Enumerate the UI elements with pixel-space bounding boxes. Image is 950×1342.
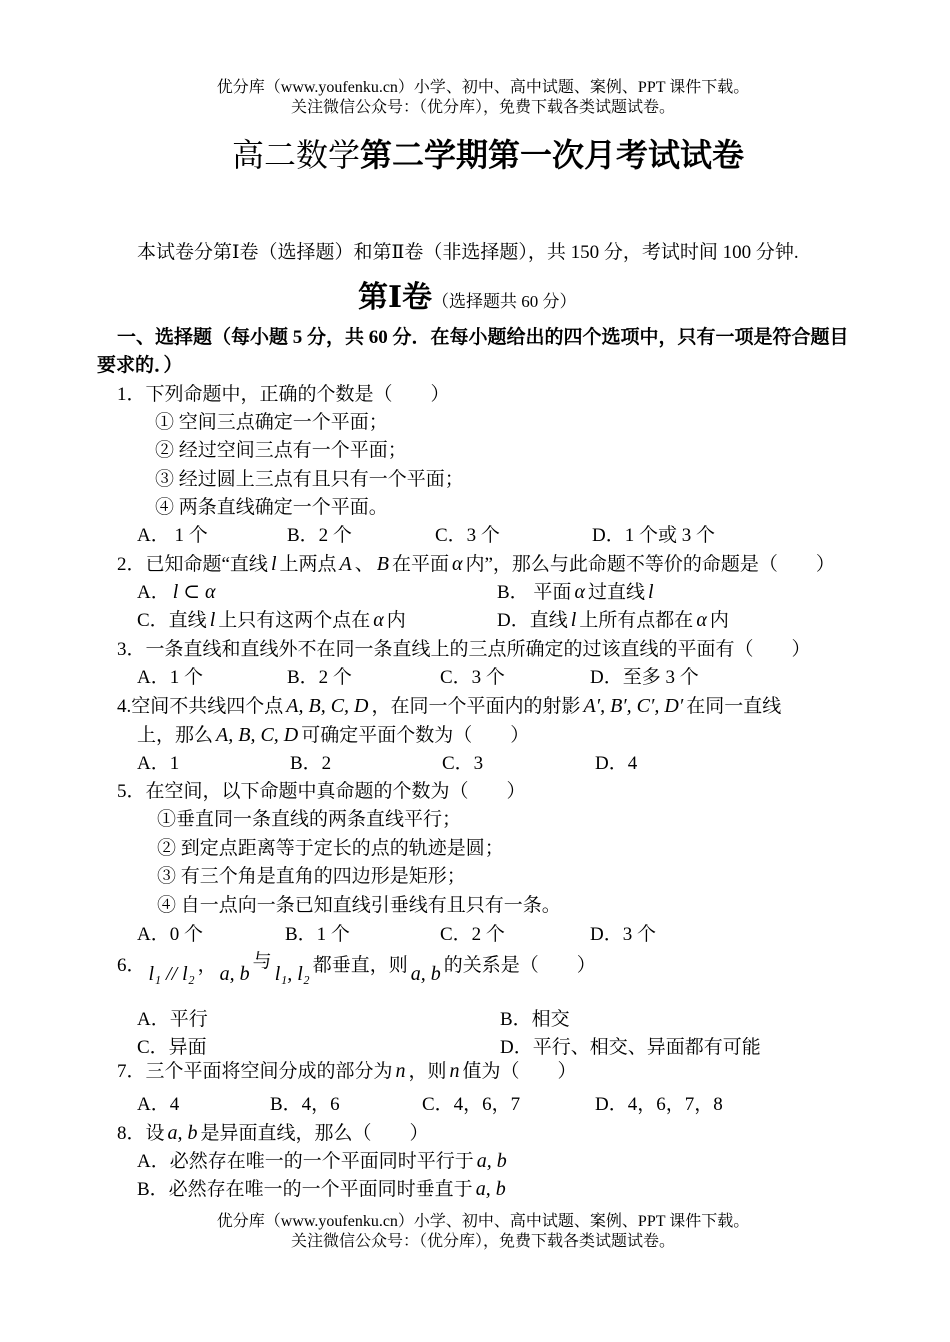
option-text: D．直线 <box>497 610 568 631</box>
stem-text: 6． <box>117 955 146 976</box>
question-6-option-d: D．平行、相交、异面都有可能 <box>500 1037 761 1058</box>
math-a-b: a, b <box>167 1122 198 1144</box>
question-4-options <box>0 750 950 778</box>
question-3-option-c: C．3 个 <box>440 667 505 688</box>
question-7-option-b: B．4，6 <box>270 1094 340 1115</box>
question-1-options <box>0 522 950 550</box>
math-alpha: α <box>451 553 463 575</box>
math-alpha: α <box>696 609 707 631</box>
question-7-option-a: A．4 <box>137 1094 180 1115</box>
option-text: B．必然存在唯一的一个平面同时垂直于 <box>137 1179 473 1200</box>
question-4-option-c: C．3 <box>442 753 484 774</box>
math-B: B <box>376 553 389 575</box>
stem-text: 4.空间不共线四个点 <box>117 696 284 717</box>
math-l1-parallel-l2: l₁ // l₂ <box>148 963 195 985</box>
stem-text: 、 <box>354 554 374 575</box>
option-text: 内 <box>709 610 729 631</box>
question-5-option-d: D．3 个 <box>590 924 656 945</box>
math-a-b: a, b <box>476 1150 507 1172</box>
question-7-options <box>0 1091 950 1119</box>
option-text: 内 <box>386 610 406 631</box>
stem-text: 的关系是（ ） <box>443 955 596 976</box>
page-title <box>0 135 950 175</box>
question-1-statement-4: ④ 两条直线确定一个平面。 <box>155 497 388 518</box>
question-3-option-a: A．1 个 <box>137 667 203 688</box>
question-1-option-d: D．1 个或 3 个 <box>592 525 715 546</box>
question-1-statement-1: ① 空间三点确定一个平面； <box>155 412 388 433</box>
question-5-option-b: B．1 个 <box>285 924 350 945</box>
math-projected-points: A′, B′, C′, D′ <box>583 695 684 717</box>
question-6-option-b: B．相交 <box>500 1009 570 1030</box>
question-7-option-d: D．4，6，7，8 <box>595 1094 723 1115</box>
question-2-options-ab <box>0 578 950 606</box>
question-7-option-c: C．4，6，7 <box>422 1094 521 1115</box>
math-l: l <box>270 553 277 575</box>
stem-text: 2．已知命题“直线 <box>117 554 268 575</box>
question-8-stem <box>117 1119 429 1147</box>
exam-intro: 本试卷分第Ⅰ卷（选择题）和第Ⅱ卷（非选择题），共 150 分，考试时间 100 分钟. <box>137 242 799 263</box>
header-line-1: 优分库（www.youfenku.cn）小学、初中、高中试题、案例、PPT 课件下载。 <box>216 79 750 96</box>
math-points-abcd: A, B, C, D <box>216 724 299 746</box>
footer-line-2: 关注微信公众号：（优分库），免费下载各类试题试卷。 <box>290 1233 675 1250</box>
question-1-option-c: C．3 个 <box>435 525 500 546</box>
option-text: C．直线 <box>137 610 207 631</box>
option-text: 上所有点都在 <box>579 610 694 631</box>
question-5-options <box>0 921 950 949</box>
math-l: l <box>570 609 577 631</box>
option-text: 过直线 <box>587 582 645 603</box>
question-6-option-c: C．异面 <box>137 1037 207 1058</box>
math-l: l <box>209 609 216 631</box>
question-3-options <box>0 664 950 692</box>
math-points-abcd: A, B, C, D <box>286 695 369 717</box>
stem-text: 可确定平面个数为（ ） <box>301 725 530 746</box>
question-5-stem: 5．在空间，以下命题中真命题的个数为（ ） <box>117 781 526 802</box>
question-1-option-b: B．2 个 <box>287 525 352 546</box>
instructions-line-2: 要求的．） <box>97 355 183 376</box>
stem-text: 是异面直线，那么（ ） <box>200 1123 429 1144</box>
question-4-option-a: A．1 <box>137 753 180 774</box>
math-alpha: α <box>574 581 585 603</box>
option-text: 上只有这两个点在 <box>218 610 371 631</box>
math-l1-l2: l₁, l₂ <box>274 963 310 985</box>
stem-text: ， <box>197 955 217 976</box>
stem-text: 上两点 <box>279 554 337 575</box>
math-a-b: a, b <box>219 963 250 985</box>
question-5-statement-1: ①垂直同一条直线的两条直线平行； <box>157 809 462 830</box>
question-5-statement-3: ③ 有三个角是直角的四边形是矩形； <box>157 866 466 887</box>
question-2-option-c <box>137 606 406 635</box>
question-1-option-a: A． 1 个 <box>137 525 208 546</box>
question-7-stem <box>117 1057 577 1085</box>
question-4-option-b: B．2 <box>290 753 332 774</box>
question-5-option-a: A．0 个 <box>137 924 203 945</box>
question-4-stem-line-1 <box>117 692 781 720</box>
instructions-line-1: 一、选择题（每小题 5 分，共 60 分．在每小题给出的四个选项中，只有一项是符合题目 <box>117 327 849 348</box>
section-name: 第Ⅰ卷 <box>358 281 433 314</box>
math-n: n <box>395 1060 406 1082</box>
stem-text: 8．设 <box>117 1123 165 1144</box>
question-2-option-b <box>497 578 657 607</box>
question-5-option-c: C．2 个 <box>440 924 505 945</box>
stem-text: 在平面 <box>391 554 449 575</box>
question-8-option-b <box>137 1175 509 1203</box>
header-line-2: 关注微信公众号：（优分库），免费下载各类试题试卷。 <box>290 99 675 116</box>
math-a-b: a, b <box>410 963 441 985</box>
math-l: l <box>647 581 654 603</box>
question-8-option-a <box>137 1147 510 1175</box>
question-4-option-d: D．4 <box>595 753 638 774</box>
section-note: （选择题共 60 分） <box>432 292 577 311</box>
question-2-stem <box>117 550 835 578</box>
title-part-1: 高二数学 <box>231 137 360 173</box>
question-3-option-d: D．至多 3 个 <box>590 667 699 688</box>
question-4-stem-line-2 <box>137 721 529 749</box>
math-alpha: α <box>373 609 384 631</box>
question-1-stem: 1．下列命题中，正确的个数是（ ） <box>117 384 450 405</box>
question-2-option-a <box>137 578 219 607</box>
question-6-stem <box>117 951 596 985</box>
stem-text: 在同一直线 <box>686 696 782 717</box>
option-text: B． 平面 <box>497 582 572 603</box>
question-3-option-b: B．2 个 <box>287 667 352 688</box>
math-l-subset-alpha: l ⊂ α <box>172 581 216 603</box>
question-3-stem: 3．一条直线和直线外不在同一条直线上的三点所确定的过该直线的平面有（ ） <box>117 639 811 660</box>
stem-text: 与 <box>252 951 272 972</box>
stem-text: 都垂直，则 <box>312 955 408 976</box>
stem-text: ，则 <box>408 1061 447 1082</box>
question-1-statement-2: ② 经过空间三点有一个平面； <box>155 440 407 461</box>
stem-text: 值为（ ） <box>462 1061 577 1082</box>
question-6-options-ab <box>0 1006 950 1034</box>
math-n: n <box>449 1060 460 1082</box>
option-label: A． <box>137 582 170 603</box>
stem-text: 7．三个平面将空间分成的部分为 <box>117 1061 393 1082</box>
option-text: A．必然存在唯一的一个平面同时平行于 <box>137 1151 474 1172</box>
stem-text: 内”，那么与此命题不等价的命题是（ ） <box>465 554 835 575</box>
question-2-option-d <box>497 606 729 635</box>
question-6-option-a: A．平行 <box>137 1009 208 1030</box>
math-a-b: a, b <box>475 1178 506 1200</box>
stem-text: ，在同一个平面内的射影 <box>371 696 581 717</box>
section-heading <box>358 278 577 323</box>
math-A: A <box>339 553 352 575</box>
title-part-2: 第二学期第一次月考试试卷 <box>360 137 745 173</box>
question-5-statement-4: ④ 自一点向一条已知直线引垂线有且只有一条。 <box>157 895 561 916</box>
stem-text: 上，那么 <box>137 725 214 746</box>
question-2-options-cd <box>0 606 950 634</box>
question-5-statement-2: ② 到定点距离等于定长的点的轨迹是圆； <box>157 838 504 859</box>
question-1-statement-3: ③ 经过圆上三点有且只有一个平面； <box>155 469 464 490</box>
footer-line-1: 优分库（www.youfenku.cn）小学、初中、高中试题、案例、PPT 课件下载。 <box>216 1213 750 1230</box>
